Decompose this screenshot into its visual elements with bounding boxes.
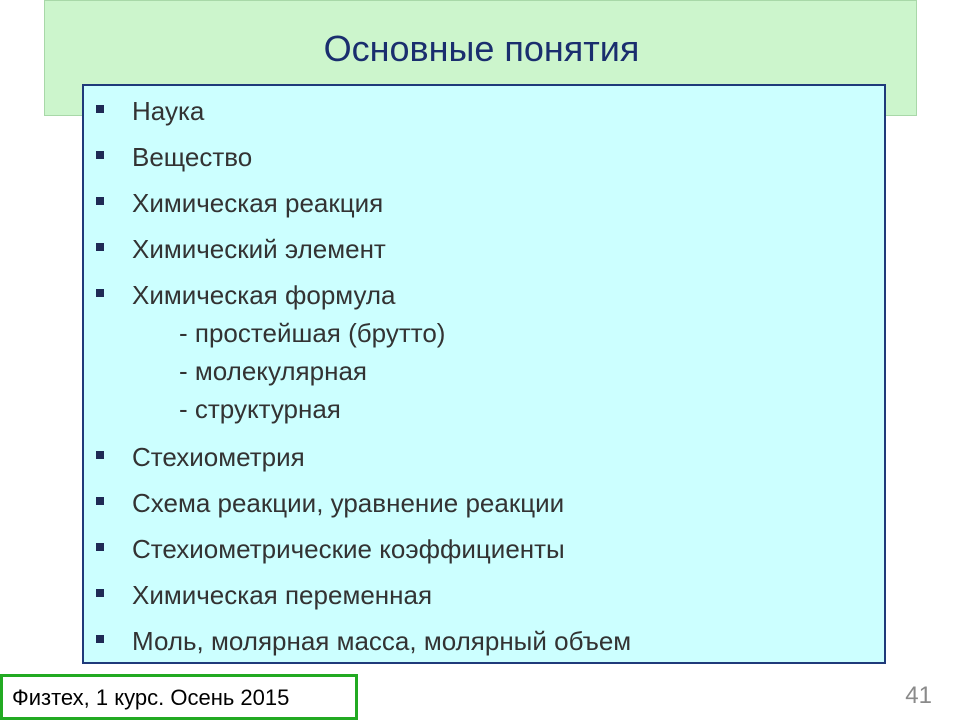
footer-text: Физтех, 1 курс. Осень 2015 — [12, 685, 290, 710]
footer-box — [0, 674, 358, 720]
list-item-label: Схема реакции, уравнение реакции — [132, 488, 565, 518]
bullet-icon — [96, 243, 104, 251]
list-item-label: Наука — [132, 96, 205, 126]
bullet-icon — [96, 197, 104, 205]
list-item-label: Химическая формула — [132, 280, 396, 310]
bullet-icon — [96, 151, 104, 159]
bullet-icon — [96, 105, 104, 113]
slide-title: Основные понятия — [323, 28, 640, 69]
bullet-icon — [96, 635, 104, 643]
sub-item: - структурная — [179, 394, 341, 424]
bullet-icon — [96, 497, 104, 505]
content-box — [82, 84, 886, 664]
list-item-label: Стехиометрические коэффициенты — [132, 534, 565, 564]
list-item-label: Стехиометрия — [132, 442, 305, 472]
list-item-label: Химическая реакция — [132, 188, 384, 218]
page-number: 41 — [905, 682, 932, 709]
list-item-label: Химический элемент — [132, 234, 386, 264]
bullet-icon — [96, 289, 104, 297]
list-item-label: Химическая переменная — [132, 580, 433, 610]
list-item-label: Вещество — [132, 142, 253, 172]
bullet-icon — [96, 543, 104, 551]
sub-item: - простейшая (брутто) — [179, 318, 446, 348]
bullet-icon — [96, 451, 104, 459]
sub-item: - молекулярная — [179, 356, 367, 386]
list-item-label: Моль, молярная масса, молярный объем — [132, 626, 632, 656]
bullet-icon — [96, 589, 104, 597]
